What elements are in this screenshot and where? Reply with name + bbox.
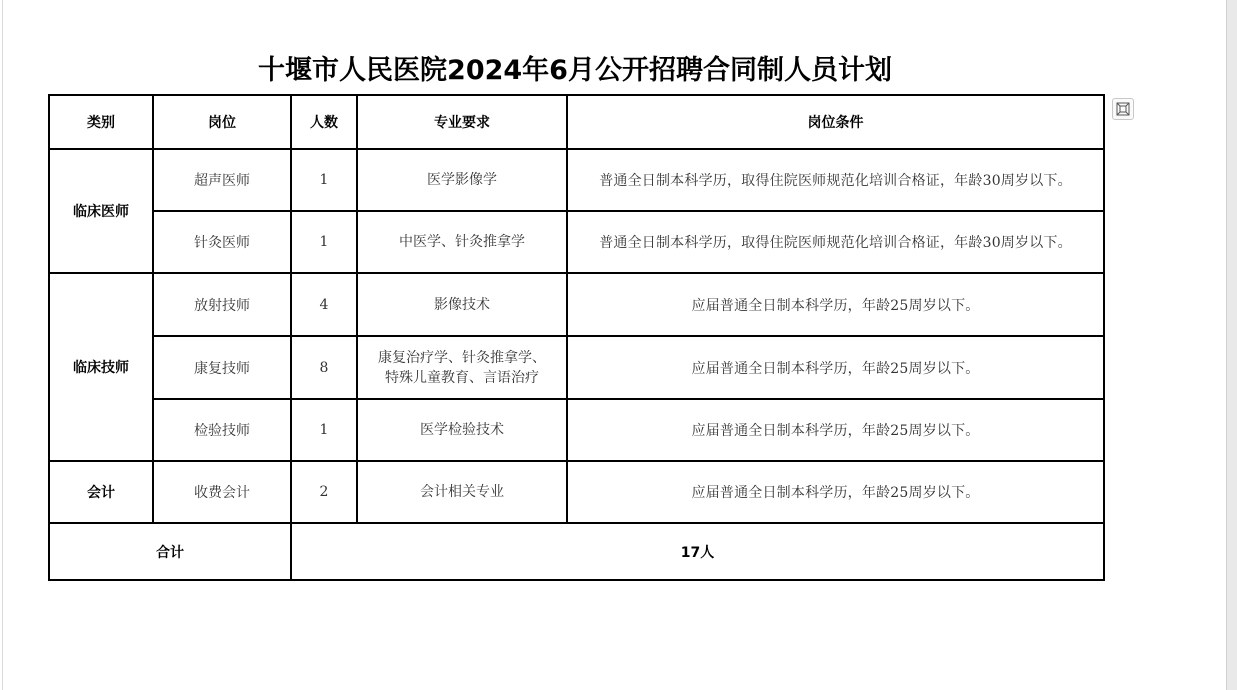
table-row <box>49 399 1104 461</box>
document-title: 十堰市人民医院2024年6月公开招聘合同制人员计划 <box>258 55 892 86</box>
fit-page-icon <box>1116 102 1130 116</box>
position-cell: 放射技师 <box>153 273 291 336</box>
recruitment-table <box>48 94 1105 581</box>
major-cell <box>357 336 567 399</box>
header-conditions: 岗位条件 <box>567 95 1104 149</box>
header-position: 岗位 <box>153 95 291 149</box>
major-cell: 会计相关专业 <box>357 461 567 523</box>
major-line: 特殊儿童教育、言语治疗 <box>385 369 539 386</box>
conditions-cell: 应届普通全日制本科学历，年龄25周岁以下。 <box>567 336 1104 399</box>
major-cell: 医学检验技术 <box>357 399 567 461</box>
table-row <box>49 273 1104 336</box>
position-cell: 超声医师 <box>153 149 291 211</box>
position-cell: 康复技师 <box>153 336 291 399</box>
count-cell: 8 <box>291 336 357 399</box>
count-cell: 1 <box>291 399 357 461</box>
major-cell: 医学影像学 <box>357 149 567 211</box>
table-row <box>49 336 1104 399</box>
conditions-cell: 应届普通全日制本科学历，年龄25周岁以下。 <box>567 461 1104 523</box>
major-line: 康复治疗学、针灸推拿学、 <box>378 349 546 366</box>
table-row <box>49 149 1104 211</box>
count-cell: 4 <box>291 273 357 336</box>
table-header-row <box>49 95 1104 149</box>
position-cell: 收费会计 <box>153 461 291 523</box>
count-cell: 1 <box>291 149 357 211</box>
count-cell: 1 <box>291 211 357 273</box>
category-cell: 会计 <box>49 461 153 523</box>
position-cell: 针灸医师 <box>153 211 291 273</box>
count-cell: 2 <box>291 461 357 523</box>
table-row <box>49 461 1104 523</box>
header-count: 人数 <box>291 95 357 149</box>
major-cell: 影像技术 <box>357 273 567 336</box>
fit-page-button[interactable] <box>1112 98 1134 120</box>
table-row <box>49 211 1104 273</box>
total-value: 17人 <box>291 523 1104 580</box>
total-row <box>49 523 1104 580</box>
category-cell: 临床医师 <box>49 149 153 273</box>
header-category: 类别 <box>49 95 153 149</box>
conditions-cell: 普通全日制本科学历，取得住院医师规范化培训合格证，年龄30周岁以下。 <box>567 211 1104 273</box>
category-cell: 临床技师 <box>49 273 153 461</box>
conditions-cell: 普通全日制本科学历，取得住院医师规范化培训合格证，年龄30周岁以下。 <box>567 149 1104 211</box>
major-cell: 中医学、针灸推拿学 <box>357 211 567 273</box>
conditions-cell: 应届普通全日制本科学历，年龄25周岁以下。 <box>567 273 1104 336</box>
header-major: 专业要求 <box>357 95 567 149</box>
conditions-cell: 应届普通全日制本科学历，年龄25周岁以下。 <box>567 399 1104 461</box>
page-edge <box>2 0 3 690</box>
position-cell: 检验技师 <box>153 399 291 461</box>
total-label: 合计 <box>49 523 291 580</box>
